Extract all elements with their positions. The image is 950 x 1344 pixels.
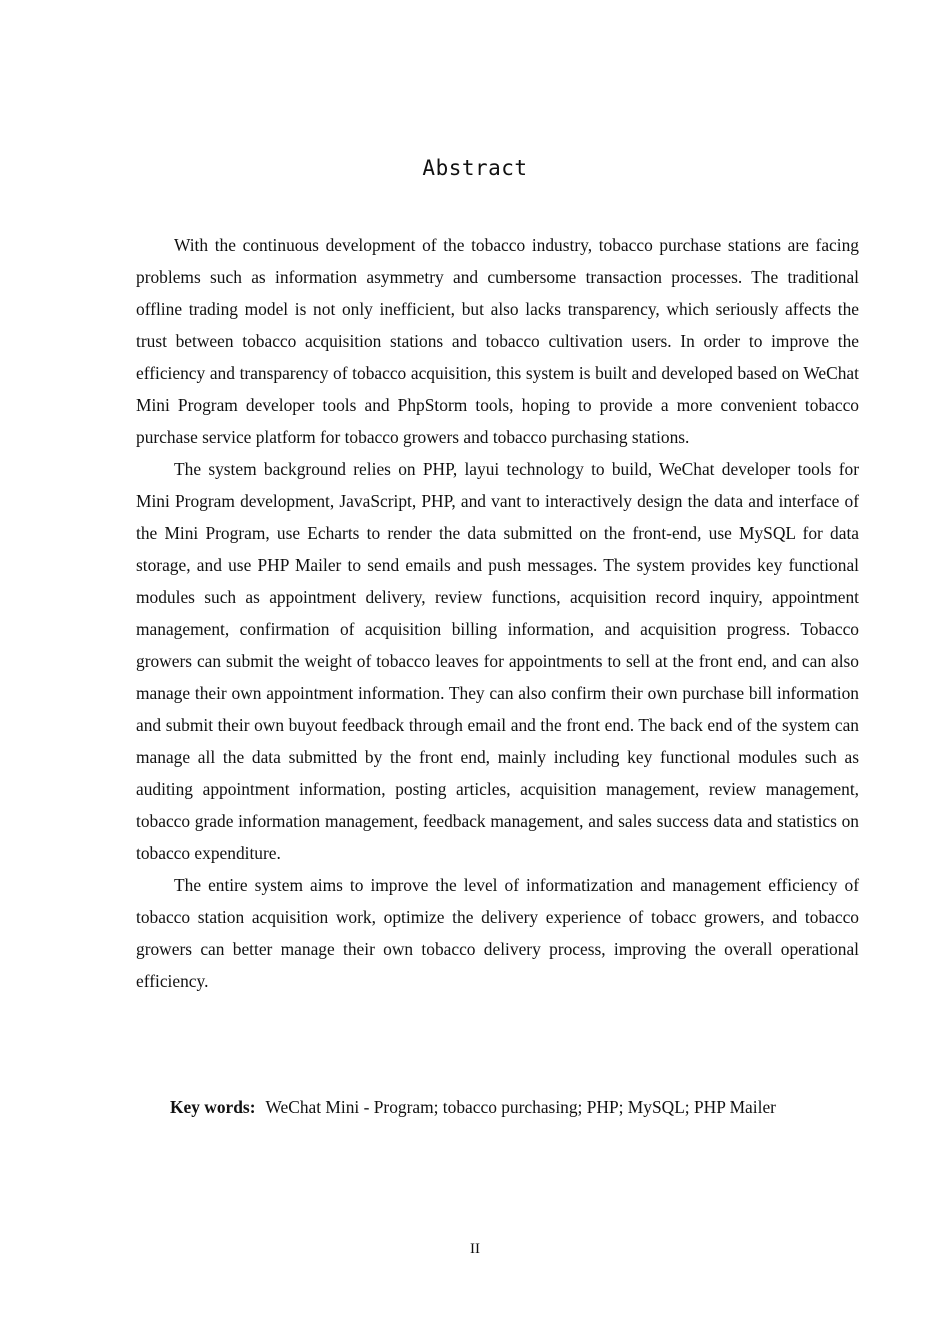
abstract-title: Abstract	[422, 156, 528, 180]
abstract-paragraph-2: The system background relies on PHP, layui technology to build, WeChat developer tools for Mini Program development, JavaScript, PHP, and vant to interactively design the data and interface of the Mini Program, use Echarts to render the data submitted on the front-end, use MySQL for data storage, and use PHP Mailer to send emails and push messages. The system provides key functional modules such as appointment delivery, review functions, acquisition record inquiry, appointment management, confirmation of acquisition billing information, and acquisition progress. Tobacco growers can submit the weight of tobacco leaves for appointments to sell at the front end, and can also manage their own appointment information. They can also confirm their own purchase bill information and submit their own buyout feedback through email and the front end. The back end of the system can manage all the data submitted by the front end, mainly including key functional modules such as auditing appointment information, posting articles, acquisition management, review management, tobacco grade information management, feedback management, and sales success data and statistics on tobacco expenditure.	[136, 459, 859, 863]
abstract-paragraph-3: The entire system aims to improve the level of informatization and management efficiency of tobacco station acquisition work, optimize the delivery experience of tobacc growers, and tobacco growers can better manage their own tobacco delivery process, improving the overall operational efficiency.	[136, 875, 859, 991]
page-number: II	[470, 1241, 480, 1257]
abstract-paragraph-1: With the continuous development of the tobacco industry, tobacco purchase stations are facing problems such as information asymmetry and cumbersome transaction processes. The traditional offline trading model is not only inefficient, but also lacks transparency, which seriously affects the trust between tobacco acquisition stations and tobacco cultivation users. In order to improve the efficiency and transparency of tobacco acquisition, this system is built and developed based on WeChat Mini Program developer tools and PhpStorm tools, hoping to provide a more convenient tobacco purchase service platform for tobacco growers and tobacco purchasing stations.	[136, 235, 859, 447]
keywords-line	[170, 1091, 776, 1123]
abstract-body	[136, 229, 859, 997]
keywords-label: Key words:	[170, 1097, 256, 1117]
keywords-text: WeChat Mini - Program; tobacco purchasing; PHP; MySQL; PHP Mailer	[265, 1097, 776, 1117]
